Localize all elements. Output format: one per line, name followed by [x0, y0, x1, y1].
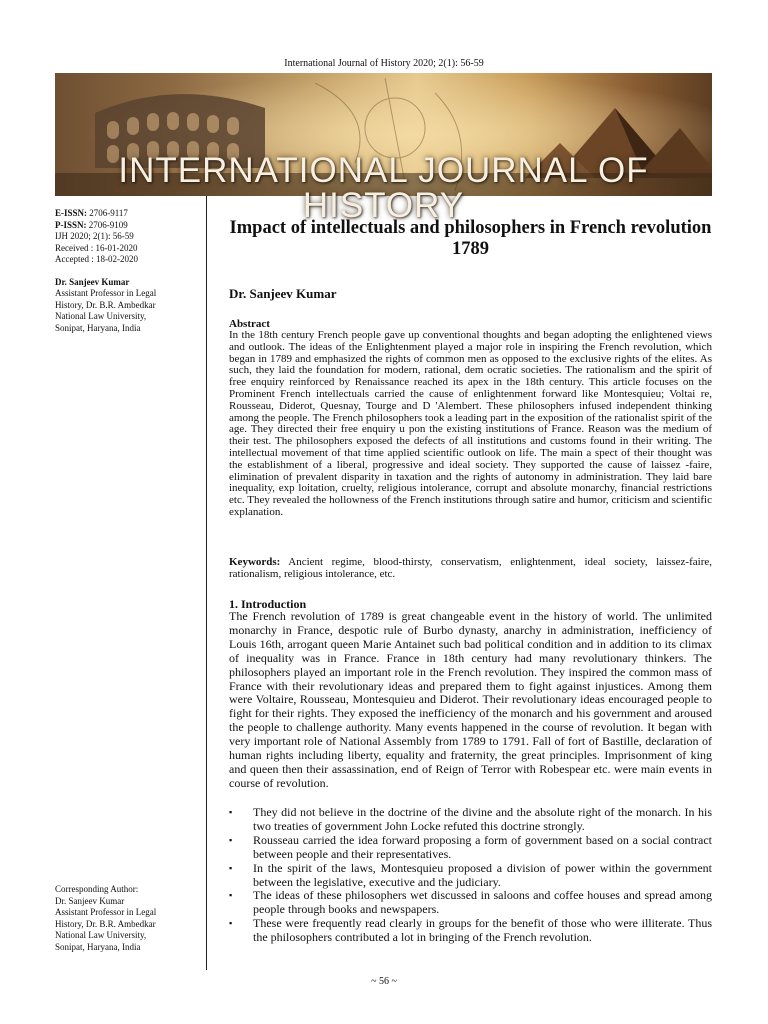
article-main — [229, 218, 712, 945]
introduction-heading: 1. Introduction — [229, 597, 307, 611]
bullet-icon: ▪ — [229, 890, 233, 901]
bullet-icon: ▪ — [229, 834, 233, 845]
corresponding-affiliation-line: Assistant Professor in Legal — [55, 907, 157, 917]
sidebar-affiliation-line: History, Dr. B.R. Ambedkar — [55, 299, 156, 310]
keywords — [229, 557, 712, 581]
pissn: P-ISSN: 2706-9109 — [55, 219, 128, 230]
corresponding-affiliation-line: Sonipat, Haryana, India — [55, 941, 141, 952]
column-divider — [206, 196, 207, 970]
running-head: International Journal of History 2020; 2(1): 56-59 — [284, 58, 484, 69]
page-number: ~ 56 ~ — [371, 976, 397, 987]
banner-title: INTERNATIONAL JOURNAL OF HISTORY — [118, 151, 649, 225]
keywords-label: Keywords: — [229, 556, 281, 568]
sidebar-author-name: Dr. Sanjeev Kumar — [55, 276, 130, 287]
list-item: ▪ The ideas of these philosophers wet discussed in saloons and coffee houses and spread among people through books and newspapers. — [229, 888, 712, 917]
introduction-text: The French revolution of 1789 is great changeable event in the history of world. The unlimited monarchy in France, despotic rule of Burbo dynasty, anarchy in administration, inefficiency of Louis 16th, arrogant queen Marie Antainet such bad political condition and in addition to its climax of inequality was in France. France in 18th century had many revolutionary thinkers. The philosophers played an important role in the French revolution. They inspired the common mass of France with their revolutionary ideas and prepared them to fight against injustices. Among them were Voltaire, Rousseau, Montesquieu and Diderot. Their revolutionary ideas encouraged people to fight for their rights. They exposed the inefficiency of the monarch and his government and aroused the people to challenge authority. Many events happened in the course of revolution. It began with very important role of National Assembly from 1789 to 1791. Fall of fort of Bastille, declaration of human rights including liberty, equality and fraternity, the great principles. Imprisonment of king and queen then their assassination, end of Reign of Terror with Robespear etc. were main events in course of revolution. — [229, 609, 712, 790]
sidebar-affiliation-line: Assistant Professor in Legal — [55, 288, 157, 298]
sidebar-affiliation-line: National Law University, — [55, 311, 147, 321]
abstract-heading: Abstract — [229, 318, 270, 330]
article-title: Impact of intellectuals and philosophers in French revolution 1789 — [229, 218, 712, 259]
bullet-list — [229, 806, 712, 945]
list-item: ▪ In the spirit of the laws, Montesquieu proposed a division of power within the government between the legislative, executive and the judiciary. — [229, 860, 712, 889]
abstract-text: In the 18th century French people gave up conventional thoughts and began adopting the enlightened views and outlook. The ideas of the Enlightenment played a major role in inspiring the French revolution, which began in 1789 and emphasized the rights of common men as opposed to the exclusive rights of the elites. As such, they laid the foundation for modern, rational, dem ocratic societies. The rationalism and the spirit of free enquiry reinforced by Renaissance reached its apex in the 18th century. This article focuses on the Prominent French intellectuals carried the cause of enlightenment forward like Montesquieu; Voltai re, Rousseau, Diderot, Quesnay, Tourge and D 'Alembert. These philosophers infused independent thinking among the people. The French philosophers took a leading part in the exposition of the rationalist spirit of the age. They directed their free enquiry u pon the existing institutions of France. Reason was the medium of their test. The philosophers exposed the defects of all institutions and customs found in their writing. The intellectual movement of that time applied scientific outlook on life. The main a spect of their thought was the establishment of a liberal, progressive and ideal society. They supported the cause of laissez -faire, elimination of prevalent disparity in taxation and the rights of autonomy in administration. They laid bare inequality, exp loitation, cruelty, religious intolerance, corrupt and absolute monarchy, financial restrictions etc. They revealed the hollowness of the French institutions through satire and humor, criticism and scientific explanation. — [229, 329, 712, 518]
corresponding-label: Corresponding Author: — [55, 884, 139, 894]
eissn: E-ISSN: 2706-9117 — [55, 208, 128, 218]
bullet-icon: ▪ — [229, 807, 233, 817]
accepted-date: Accepted : 18-02-2020 — [55, 254, 138, 264]
corresponding-author-block — [55, 884, 200, 953]
article-author: Dr. Sanjeev Kumar — [229, 286, 337, 301]
received-date: Received : 16-01-2020 — [55, 242, 138, 253]
keywords-text: Ancient regime, blood-thirsty, conservatism, enlightenment, ideal society, laissez-faire, rationalism, religious intolerance, etc. — [229, 556, 712, 580]
list-item: ▪ These were frequently read clearly in groups for the benefit of those who were illiterate. Thus the philosophers contributed a lot in bringing of the French revolution. — [229, 916, 712, 945]
article-info-sidebar — [55, 208, 200, 334]
bullet-icon: ▪ — [229, 862, 233, 873]
sidebar-affiliation-line: Sonipat, Haryana, India — [55, 322, 141, 333]
citation: IJH 2020; 2(1): 56-59 — [55, 231, 134, 241]
corresponding-affiliation-line: National Law University, — [55, 930, 147, 940]
list-item: ▪ Rousseau carried the idea forward proposing a form of government based on a social contract between people and their representatives. — [229, 832, 712, 861]
corresponding-affiliation-line: History, Dr. B.R. Ambedkar — [55, 918, 156, 929]
list-item: ▪ They did not believe in the doctrine of the divine and the absolute right of the monarch. In his two treaties of government John Locke refuted this doctrine strongly. — [229, 805, 712, 833]
bullet-icon: ▪ — [229, 918, 233, 929]
corresponding-author-name: Dr. Sanjeev Kumar — [55, 895, 125, 906]
